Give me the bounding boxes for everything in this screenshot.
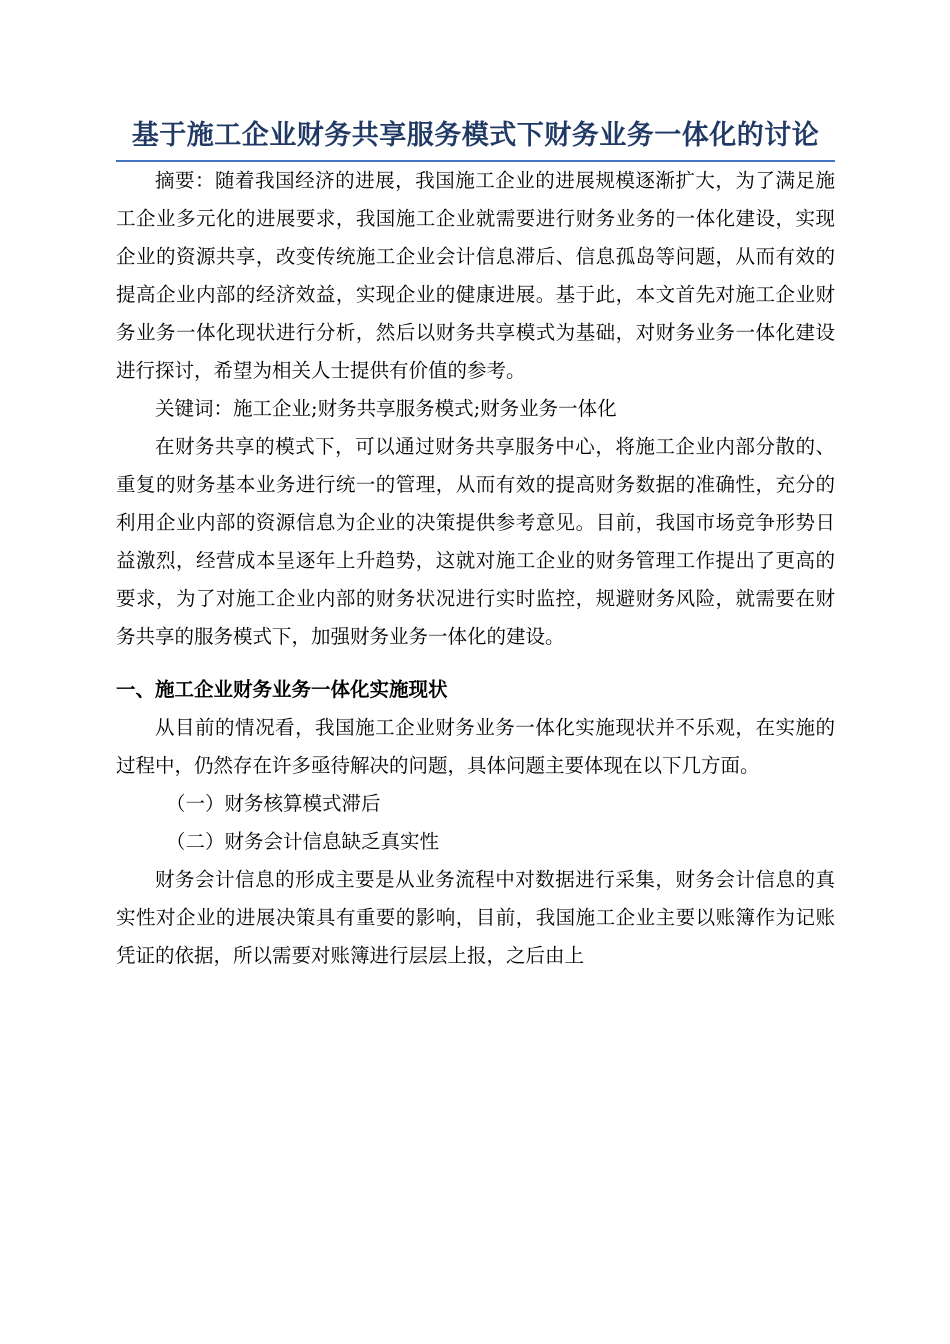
subheading-1: （一）财务核算模式滞后 [166,792,381,815]
document-title: 基于施工企业财务共享服务模式下财务业务一体化的讨论 [131,120,820,151]
section-1-paragraph: 从目前的情况看，我国施工企业财务业务一体化实施现状并不乐观，在实施的过程中，仍然存在许多亟待解决的问题，具体问题主要体现在以下几方面。 [116,716,835,777]
abstract-paragraph: 摘要：随着我国经济的进展，我国施工企业的进展规模逐渐扩大，为了满足施工企业多元化的进展要求，我国施工企业就需要进行财务业务的一体化建设，实现企业的资源共享，改变传统施工企业会计信息滞后、信息孤岛等问题，从而有效的提高企业内部的经济效益，实现企业的健康进展。基于此，本文首先对施工企业财务业务一体化现状进行分析，然后以财务共享模式为基础，对财务业务一体化建设进行探讨，希望为相关人士提供有价值的参考。 [116,169,835,382]
intro-paragraph: 在财务共享的模式下，可以通过财务共享服务中心，将施工企业内部分散的、重复的财务基本业务进行统一的管理，从而有效的提高财务数据的准确性，充分的利用企业内部的资源信息为企业的决策提供参考意见。目前，我国市场竞争形势日益激烈，经营成本呈逐年上升趋势，这就对施工企业的财务管理工作提出了更高的要求，为了对施工企业内部的财务状况进行实时监控，规避财务风险，就需要在财务共享的服务模式下，加强财务业务一体化的建设。 [116,435,835,648]
section-heading-1: 一、施工企业财务业务一体化实施现状 [116,678,448,701]
subsection-2-paragraph: 财务会计信息的形成主要是从业务流程中对数据进行采集，财务会计信息的真实性对企业的进展决策具有重要的影响，目前，我国施工企业主要以账簿作为记账凭证的依据，所以需要对账簿进行层层上报，之后由上 [116,868,835,967]
subheading-2: （二）财务会计信息缺乏真实性 [166,830,440,853]
keywords-line: 关键词：施工企业;财务共享服务模式;财务业务一体化 [155,397,617,420]
document-page [116,0,835,975]
